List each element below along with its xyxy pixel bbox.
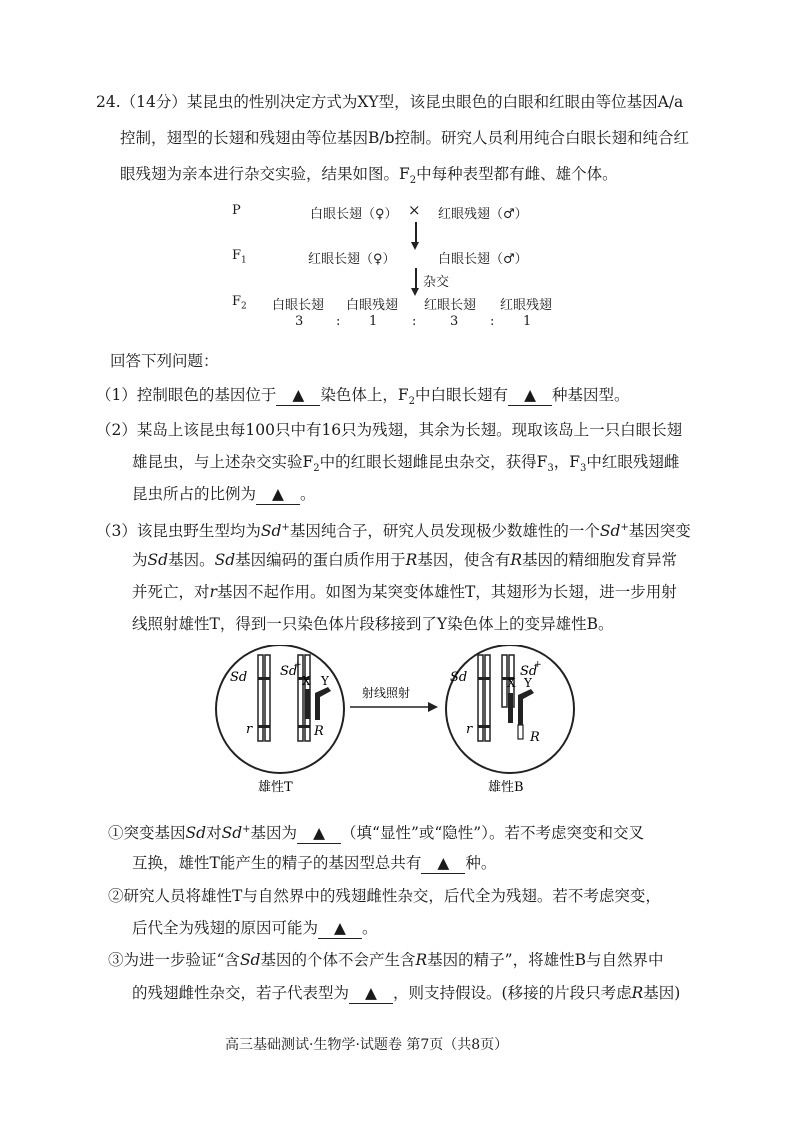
label-y: Y (524, 676, 532, 690)
label-sd-plus: Sd (280, 664, 298, 679)
ratio-sep: : (412, 314, 417, 329)
label-sd-plus: Sd (520, 664, 538, 679)
x-chromosome (508, 693, 513, 723)
irradiation-label: 射线照射 (362, 686, 411, 700)
f1-label: $F_1$ (232, 248, 247, 266)
f2-ratio: 3 (295, 314, 304, 329)
f1-male: 白眼长翅（♂） (438, 252, 528, 267)
arrow-f1-to-f2 (415, 268, 417, 290)
answer-blank[interactable]: ▲ (256, 484, 300, 505)
p-male: 红眼残翅（♂） (438, 207, 528, 222)
label-r: r (246, 722, 253, 737)
sub1-line1: ①突变基因Sd对Sd+基因为 ▲ （填“显性”或“隐性”）。若不考虑突变和交叉 (108, 824, 644, 843)
chromosome (478, 655, 483, 741)
question-stem-line3: 眼残翅为亲本进行杂交实验，结果如图。$F_2$中每种表型都有雌、雄个体。 (120, 165, 618, 187)
chromosome (265, 655, 270, 741)
x-chromosome (305, 689, 310, 719)
label-sd: Sd (450, 670, 468, 685)
arrow-p-to-f1 (415, 222, 417, 244)
f2-phenotype: 白眼残翅 (346, 298, 399, 313)
answer-blank[interactable]: ▲ (318, 918, 362, 939)
chromosome-figure (210, 645, 590, 795)
f2-phenotype: 红眼残翅 (500, 298, 553, 313)
gene-band (478, 677, 490, 680)
answer-intro: 回答下列问题： (110, 352, 219, 370)
page-footer: 高三基础测试·生物学·试题卷 第7页（共8页） (225, 1037, 509, 1053)
q3-line4: 线照射雄性T，得到一只染色体片段移接到了Y染色体上的变异雄性B。 (132, 615, 614, 633)
q1-line: （1）控制眼色的基因位于 ▲ 染色体上，$F_2$中白眼长翅有 ▲ 种基因型。 (96, 386, 630, 408)
f2-ratio: 1 (369, 314, 378, 329)
answer-blank[interactable]: ▲ (276, 385, 320, 406)
cross-times: × (408, 201, 421, 219)
cross-word: 杂交 (423, 275, 450, 290)
label-R: R (314, 724, 324, 739)
label-x: X (302, 674, 311, 688)
gene-band (478, 725, 490, 728)
f2-ratio: 1 (523, 314, 532, 329)
p-label: P (232, 203, 241, 218)
answer-blank[interactable]: ▲ (297, 823, 341, 844)
answer-blank[interactable]: ▲ (508, 385, 552, 406)
sub3-line2: 的残翅雌性杂交，若子代表型为 ▲ ，则支持假设。(移接的片段只考虑R基因) (132, 984, 681, 1002)
q3-line3: 并死亡，对r基因不起作用。如图为某突变体雄性T，其翅形为长翅，进一步用射 (132, 583, 677, 601)
q3-line2: 为Sd基因。Sd基因编码的蛋白质作用于R基因，使含有R基因的精细胞发育异常 (132, 551, 678, 569)
f2-ratio: 3 (450, 314, 459, 329)
gene-band (258, 725, 270, 728)
answer-blank[interactable]: ▲ (421, 853, 465, 874)
answer-blank[interactable]: ▲ (349, 983, 393, 1004)
label-plus: + (534, 660, 542, 670)
label-R: R (530, 730, 540, 745)
sub2-line1: ②研究人员将雄性T与自然界中的残翅雌性杂交，后代全为残翅。若不考虑突变， (108, 887, 661, 905)
sub2-line2: 后代全为残翅的原因可能为 ▲ 。 (132, 919, 378, 937)
label-r: r (466, 722, 473, 737)
f1-female: 红眼长翅（♀） (308, 252, 396, 267)
q2-line3: 昆虫所占的比例为 ▲ 。 (132, 485, 316, 503)
cell-b-label: 雄性B (488, 780, 524, 795)
label-y: Y (321, 674, 329, 688)
chromosome (258, 655, 263, 741)
arrow-head (428, 702, 438, 712)
sub3-line1: ③为进一步验证“含Sd基因的个体不会产生含R基因的精子”，将雄性B与自然界中 (108, 951, 664, 969)
gene-band (258, 677, 270, 680)
label-sd: Sd (230, 670, 248, 685)
cell-t-label: 雄性T (258, 780, 293, 795)
ratio-sep: : (490, 314, 495, 329)
question-stem-line2: 控制，翅型的长翅和残翅由等位基因B/b控制。研究人员利用纯合白眼长翅和纯合红 (120, 129, 690, 147)
chromosome (485, 655, 490, 741)
question-stem-line1: 24.（14分）某昆虫的性别决定方式为XY型，该昆虫眼色的白眼和红眼由等位基因A/a (96, 93, 684, 111)
y-chromosome (315, 687, 331, 720)
label-x: X (507, 676, 516, 690)
label-plus: + (294, 660, 302, 670)
q3-line1: （3）该昆虫野生型均为Sd+基因纯合子，研究人员发现极少数雄性的一个Sd+基因突变 (96, 522, 691, 541)
f2-phenotype: 白眼长翅 (272, 298, 325, 313)
q2-line1: （2）某岛上该昆虫每100只中有16只为残翅，其余为长翅。现取该岛上一只白眼长翅 (96, 421, 683, 439)
gene-band (298, 725, 310, 728)
f2-phenotype: 红眼长翅 (424, 298, 477, 313)
q2-line2: 雄昆虫，与上述杂交实验$F_2$中的红眼长翅雌昆虫杂交，获得$F_3$，$F_3$中红眼残翅雌 (132, 453, 680, 475)
translocated-segment (518, 725, 523, 739)
ratio-sep: : (336, 314, 341, 329)
p-female: 白眼长翅（♀） (310, 207, 398, 222)
f2-label: $F_2$ (232, 294, 247, 312)
sub1-line2: 互换，雄性T能产生的精子的基因型总共有 ▲ 种。 (132, 854, 497, 872)
